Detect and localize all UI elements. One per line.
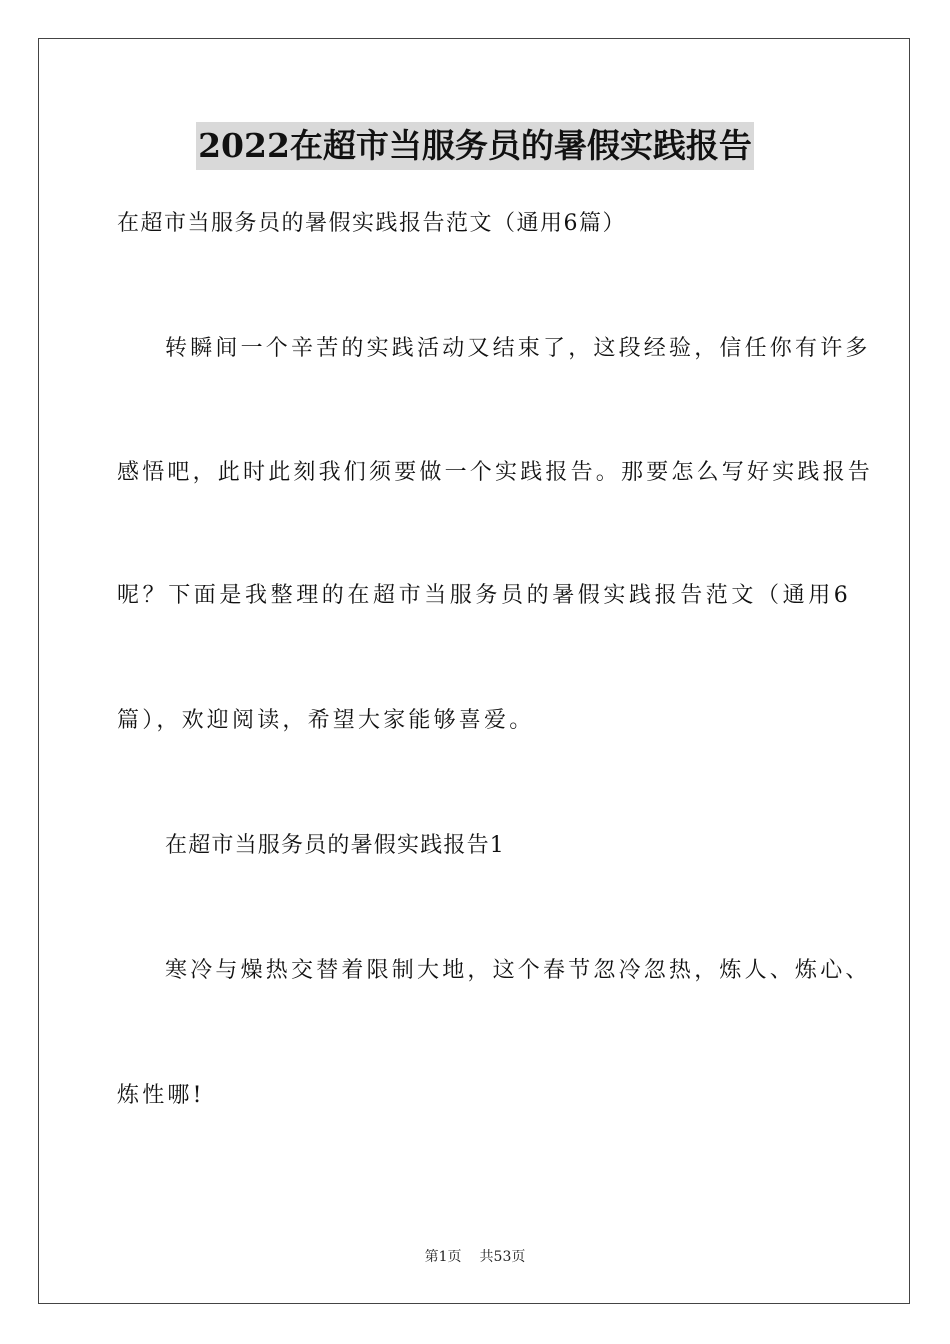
section-line-2: 炼性哪! <box>117 1083 205 1108</box>
intro-line-3: 呢？下面是我整理的在超市当服务员的暑假实践报告范文（通用6 <box>117 583 852 608</box>
document-title: 2022在超市当服务员的暑假实践报告 <box>196 122 754 170</box>
section-heading: 在超市当服务员的暑假实践报告1 <box>165 833 505 858</box>
page-number-current: 第1页 <box>424 1249 462 1265</box>
section-line-1: 寒冷与燥热交替着限制大地，这个春节忽冷忽热，炼人、炼心、 <box>165 958 871 983</box>
page-footer <box>0 1247 950 1267</box>
document-subtitle: 在超市当服务员的暑假实践报告范文（通用6篇） <box>117 211 626 236</box>
title-container <box>0 122 950 170</box>
intro-line-4: 篇），欢迎阅读，希望大家能够喜爱。 <box>117 708 535 733</box>
intro-line-2: 感悟吧，此时此刻我们须要做一个实践报告。那要怎么写好实践报告 <box>117 460 874 485</box>
intro-line-1: 转瞬间一个辛苦的实践活动又结束了，这段经验，信任你有许多 <box>165 336 871 361</box>
page-number-total: 共53页 <box>479 1249 526 1265</box>
